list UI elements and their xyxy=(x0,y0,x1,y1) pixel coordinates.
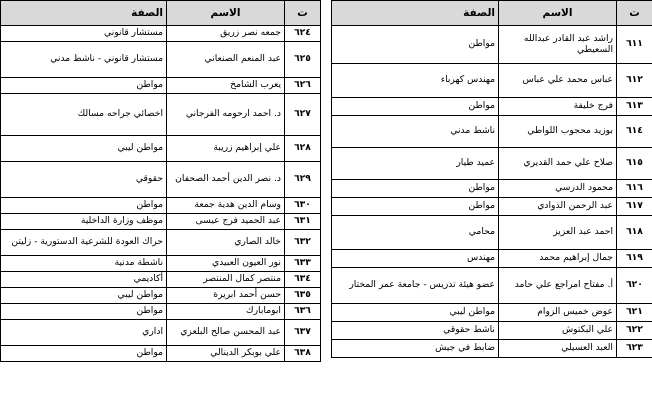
row-name: صلاح علي حمد القديري xyxy=(499,148,617,180)
row-description: مهندس كهرباء xyxy=(332,64,499,98)
table-row xyxy=(1,42,321,78)
row-name: عبد الحميد فرج عيسى xyxy=(167,214,285,230)
row-description: ناشطة مدنية xyxy=(1,256,167,272)
row-description: مستشار قانوني - ناشط مدني xyxy=(1,42,167,78)
table-row xyxy=(332,116,652,148)
row-number: ٦٣١ xyxy=(285,214,321,230)
row-number: ٦١٢ xyxy=(617,64,652,98)
table-row xyxy=(1,272,321,288)
table-row xyxy=(1,256,321,272)
row-description: ضابط في جيش xyxy=(332,340,499,358)
row-name: عبد المحسن صالح البلعزي xyxy=(167,320,285,346)
row-number: ٦٣٧ xyxy=(285,320,321,346)
header-name: الاسم xyxy=(499,1,617,26)
row-description: عضو هيئة تدريس - جامعة عمر المختار xyxy=(332,268,499,304)
row-description: محامي xyxy=(332,216,499,250)
table-row xyxy=(332,250,652,268)
members-table-right xyxy=(331,0,652,358)
header-sifa: الصفة xyxy=(332,1,499,26)
table-row xyxy=(332,26,652,64)
row-number: ٦٢٩ xyxy=(285,162,321,198)
row-number: ٦٣٤ xyxy=(285,272,321,288)
table-header-row xyxy=(1,1,321,26)
row-description: اخصائي جراحه مسالك xyxy=(1,94,167,136)
row-number: ٦٢٦ xyxy=(285,78,321,94)
table-row xyxy=(1,214,321,230)
row-description: مواطن xyxy=(1,346,167,362)
row-name: جمعه نصر زريق xyxy=(167,26,285,42)
row-number: ٦٣٥ xyxy=(285,288,321,304)
row-description: ناشط مدني xyxy=(332,116,499,148)
table-row xyxy=(1,304,321,320)
row-description: عميد طيار xyxy=(332,148,499,180)
row-number: ٦١٤ xyxy=(617,116,652,148)
row-name: أ. مفتاح امراجع علي حامد xyxy=(499,268,617,304)
row-name: فرج خليفة xyxy=(499,98,617,116)
row-number: ٦١٣ xyxy=(617,98,652,116)
row-number: ٦٢٥ xyxy=(285,42,321,78)
header-sifa: الصفة xyxy=(1,1,167,26)
table-row xyxy=(1,320,321,346)
header-name: الاسم xyxy=(167,1,285,26)
table-row xyxy=(1,346,321,362)
row-description: حقوقي xyxy=(1,162,167,198)
row-description: ناشط حقوقي xyxy=(332,322,499,340)
row-description: موظف وزارة الداخلية xyxy=(1,214,167,230)
row-name: يعرب الشامخ xyxy=(167,78,285,94)
row-description: مواطن xyxy=(1,304,167,320)
row-description: مستشار قانوني xyxy=(1,26,167,42)
row-name: عبد الرحمن الذوادي xyxy=(499,198,617,216)
row-number: ٦٣٨ xyxy=(285,346,321,362)
row-name: حسن أحمد ابريرة xyxy=(167,288,285,304)
table-row xyxy=(1,94,321,136)
row-description: مواطن ليبي xyxy=(332,304,499,322)
row-description: مواطن xyxy=(332,180,499,198)
row-number: ٦١٩ xyxy=(617,250,652,268)
row-name: محمود الدرسي xyxy=(499,180,617,198)
row-number: ٦٢٤ xyxy=(285,26,321,42)
row-description: مواطن xyxy=(332,98,499,116)
row-number: ٦٢١ xyxy=(617,304,652,322)
row-number: ٦١٨ xyxy=(617,216,652,250)
members-table-left xyxy=(0,0,321,362)
table-row xyxy=(1,78,321,94)
row-name: خالد الصاري xyxy=(167,230,285,256)
row-description: مهندس xyxy=(332,250,499,268)
row-number: ٦١٧ xyxy=(617,198,652,216)
table-header-row xyxy=(332,1,652,26)
row-name: د. نصر الدين أحمد الصحفان xyxy=(167,162,285,198)
row-description: مواطن ليبي xyxy=(1,136,167,162)
row-name: عوض خميس الزوام xyxy=(499,304,617,322)
row-description: مواطن xyxy=(1,78,167,94)
row-name: عباس محمد علي عباس xyxy=(499,64,617,98)
table-row xyxy=(332,98,652,116)
row-name: وسام الدين هدية جمعة xyxy=(167,198,285,214)
row-name: نور العيون العبيدي xyxy=(167,256,285,272)
row-description: مواطن xyxy=(1,198,167,214)
header-num: ت xyxy=(285,1,321,26)
row-name: منتصر كمال المنتصر xyxy=(167,272,285,288)
table-row xyxy=(332,322,652,340)
row-description: مواطن ليبي xyxy=(1,288,167,304)
table-row xyxy=(1,162,321,198)
row-description: مواطن xyxy=(332,26,499,64)
row-number: ٦٣٠ xyxy=(285,198,321,214)
row-number: ٦٢٠ xyxy=(617,268,652,304)
header-num: ت xyxy=(617,1,652,26)
row-description: حراك العودة للشرعية الدستورية - زليتن xyxy=(1,230,167,256)
table-row xyxy=(1,136,321,162)
row-name: علي إبراهيم زريبة xyxy=(167,136,285,162)
table-row xyxy=(1,288,321,304)
table-row xyxy=(332,64,652,98)
table-row xyxy=(332,268,652,304)
table-row xyxy=(1,230,321,256)
row-number: ٦٢٢ xyxy=(617,322,652,340)
table-row xyxy=(332,304,652,322)
row-name: علي بوبكر الدينالي xyxy=(167,346,285,362)
row-name: عبد المنعم الصنعاني xyxy=(167,42,285,78)
row-name: علي البكتوش xyxy=(499,322,617,340)
row-description: اداري xyxy=(1,320,167,346)
table-row xyxy=(332,340,652,358)
row-number: ٦٢٧ xyxy=(285,94,321,136)
row-number: ٦٣٣ xyxy=(285,256,321,272)
row-name: احمد عبد العزيز xyxy=(499,216,617,250)
row-number: ٦٣٦ xyxy=(285,304,321,320)
table-row xyxy=(332,198,652,216)
table-row xyxy=(332,180,652,198)
row-name: د. احمد ارحومه الفرجاني xyxy=(167,94,285,136)
row-number: ٦١١ xyxy=(617,26,652,64)
row-number: ٦٢٨ xyxy=(285,136,321,162)
table-row xyxy=(1,198,321,214)
row-name: العبد العسيلي xyxy=(499,340,617,358)
table-row xyxy=(332,148,652,180)
row-number: ٦٣٢ xyxy=(285,230,321,256)
row-name: ابومابارك xyxy=(167,304,285,320)
table-row xyxy=(332,216,652,250)
row-name: بوزيد محجوب اللواطي xyxy=(499,116,617,148)
row-description: مواطن xyxy=(332,198,499,216)
row-name: راشد عبد القادر عبدالله السعيطي xyxy=(499,26,617,64)
row-number: ٦٢٣ xyxy=(617,340,652,358)
row-name: جمال إبراهيم محمد xyxy=(499,250,617,268)
table-row xyxy=(1,26,321,42)
row-number: ٦١٥ xyxy=(617,148,652,180)
row-number: ٦١٦ xyxy=(617,180,652,198)
row-description: أكاديمي xyxy=(1,272,167,288)
